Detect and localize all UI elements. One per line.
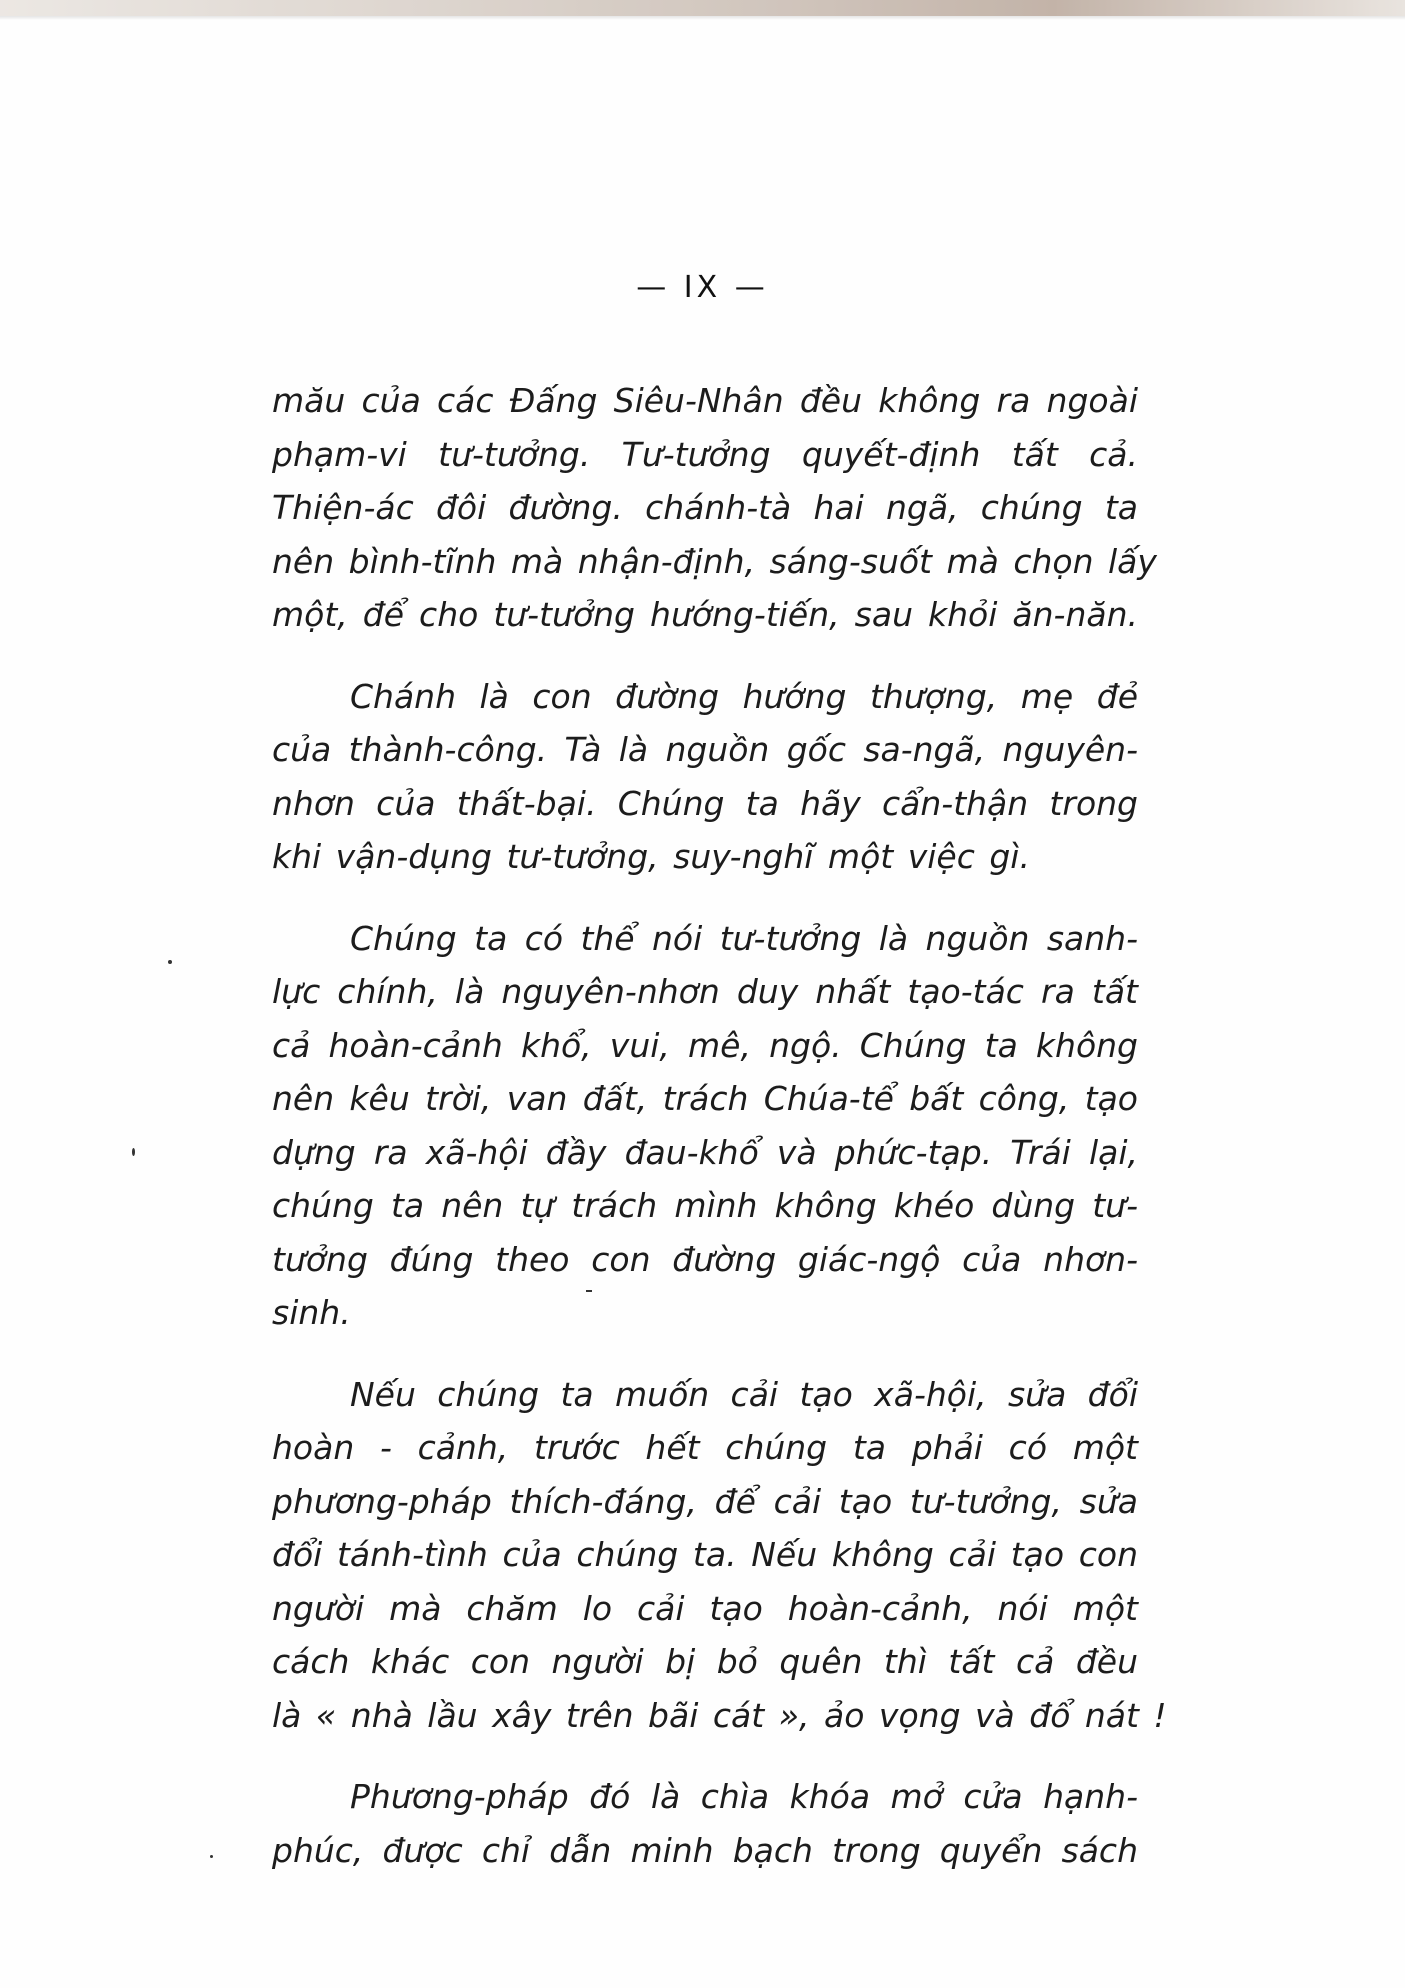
text-line: khi vận-dụng tư-tưởng, suy-nghĩ một việc gì.: [272, 837, 1030, 876]
text-line: lực chính, là nguyên-nhơn duy nhất tạo-tác ra tất: [272, 972, 1138, 1011]
scanned-page-edge: [0, 0, 1405, 16]
text-line: Nếu chúng ta muốn cải tạo xã-hội, sửa đổi: [350, 1374, 1138, 1414]
text-line: là « nhà lầu xây trên bãi cát », ảo vọng và đổ nát !: [272, 1695, 1167, 1735]
paragraph-3: [272, 912, 1138, 1340]
text-line: một, để cho tư-tưởng hướng-tiến, sau khỏi ăn-năn.: [272, 595, 1138, 634]
scan-speck: [168, 960, 172, 964]
text-line: tưởng đúng theo con đường giác-ngộ của nhơn-: [272, 1239, 1138, 1279]
text-line: cả hoàn-cảnh khổ, vui, mê, ngộ. Chúng ta không: [272, 1025, 1138, 1065]
body-text: [272, 374, 1167, 1905]
text-line: của thành-công. Tà là nguồn gốc sa-ngã, nguyên-: [272, 730, 1138, 769]
paragraph-2: [272, 670, 1138, 884]
text-line: mău của các Đấng Siêu-Nhân đều không ra ngoài: [272, 381, 1138, 420]
paragraph-1: [272, 374, 1157, 642]
text-line: hoàn - cảnh, trước hết chúng ta phải có một: [272, 1428, 1138, 1467]
text-line: người mà chăm lo cải tạo hoàn-cảnh, nói một: [272, 1588, 1138, 1628]
text-line: đổi tánh-tình của chúng ta. Nếu không cải tạo con: [272, 1535, 1138, 1574]
scan-speck: [586, 1290, 592, 1292]
text-line: dựng ra xã-hội đầy đau-khổ và phức-tạp. Trái lại,: [272, 1132, 1138, 1172]
text-line: phương-pháp thích-đáng, để cải tạo tư-tưởng, sửa: [272, 1481, 1138, 1521]
paragraph-5: [272, 1770, 1138, 1877]
text-line: phúc, được chỉ dẫn minh bạch trong quyển sách: [272, 1830, 1138, 1870]
text-line: nên kêu trời, van đất, trách Chúa-tể bất công, tạo: [272, 1079, 1138, 1118]
text-line: phạm-vi tư-tưởng. Tư-tưởng quyết-định tất cả.: [272, 434, 1138, 474]
text-line: chúng ta nên tự trách mình không khéo dùng tư-: [272, 1186, 1138, 1225]
text-line: Chánh là con đường hướng thượng, mẹ đẻ: [350, 676, 1138, 716]
text-line: nên bình-tĩnh mà nhận-định, sáng-suốt mà chọn lấy: [272, 541, 1157, 581]
text-line: Chúng ta có thể nói tư-tưởng là nguồn sanh-: [350, 918, 1138, 958]
text-line: nhơn của thất-bại. Chúng ta hãy cẩn-thận trong: [272, 783, 1138, 823]
text-line: cách khác con người bị bỏ quên thì tất cả đều: [272, 1642, 1138, 1681]
text-line: sinh.: [272, 1293, 351, 1332]
paragraph-4: [272, 1368, 1167, 1743]
scan-speck: [210, 1855, 213, 1858]
text-line: Phương-pháp đó là chìa khóa mở cửa hạnh-: [350, 1777, 1138, 1816]
page-number: — IX —: [636, 270, 769, 305]
text-line: Thiện-ác đôi đường. chánh-tà hai ngã, chúng ta: [272, 488, 1138, 527]
scan-speck: [132, 1148, 135, 1156]
